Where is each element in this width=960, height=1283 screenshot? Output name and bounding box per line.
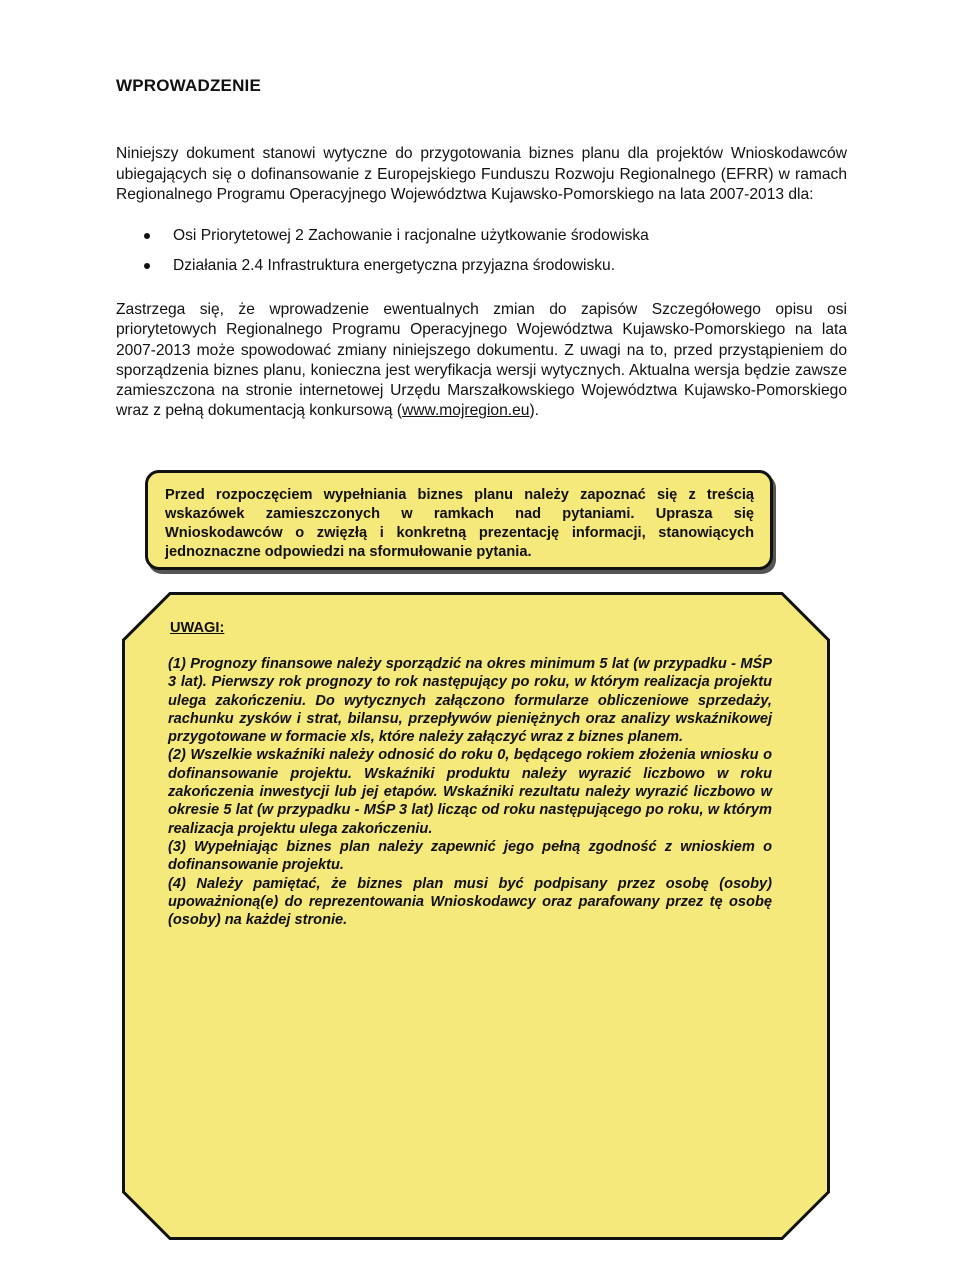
instruction-text: Przed rozpoczęciem wypełniania biznes planu należy zapoznać się z treścią wskazówek zamieszczonych w ramkach nad pytaniami. Uprasza się Wnioskodawców o zwięzłą i konkretną prezentację informacji, stanowiących jednoznaczne odpowiedzi na sformułowanie pytania. (165, 487, 754, 560)
note-item: (2) Wszelkie wskaźniki należy odnosić do roku 0, będącego rokiem złożenia wniosku o dofinansowanie projektu. Wskaźniki produktu należy wyrazić liczbowo w roku zakończenia inwestycji lub jej etapów. Wskaźniki rezultatu należy wyrazić liczbowo w okresie 5 lat (w przypadku - MŚP 3 lat) licząc od roku następującego po roku, w którym realizacja projektu ulega zakończeniu. (168, 747, 772, 837)
intro-paragraph: Niniejszy dokument stanowi wytyczne do przygotowania biznes planu dla projektów Wnioskodawców ubiegających się o dofinansowanie z Europejskiego Funduszu Rozwoju Regionalnego (EFRR) w ramach Regionalnego Programu Operacyjnego Województwa Kujawsko-Pomorskiego na lata 2007-2013 dla: (116, 145, 847, 203)
note-item: (1) Prognozy finansowe należy sporządzić na okres minimum 5 lat (w przypadku - MŚP 3 lat). Pierwszy rok prognozy to rok następujący po roku, w którym realizacja projektu ulega zakończeniu. Do wytycznych załączono formularze obliczeniowe sprzedaży, rachunku zysków i strat, bilansu, przepływów pieniężnych oraz analizy wskaźnikowej przygotowane w formacie xls, które należy załączyć wraz z biznes planem. (168, 656, 772, 746)
page-title: WPROWADZENIE (116, 76, 262, 95)
list-item: Osi Priorytetowej 2 Zachowanie i racjonalne użytkowanie środowiska (116, 226, 847, 246)
website-link[interactable]: www.mojregion.eu (402, 402, 530, 420)
disclaimer-text-end: ). (529, 402, 539, 420)
note-item: (3) Wypełniając biznes plan należy zapewnić jego pełną zgodność z wnioskiem o dofinansowanie projektu. (168, 838, 772, 874)
list-item: Działania 2.4 Infrastruktura energetyczna przyjazna środowisku. (116, 256, 847, 276)
disclaimer-text: Zastrzega się, że wprowadzenie ewentualnych zmian do zapisów Szczegółowego opisu osi priorytetowych Regionalnego Programu Operacyjnego Województwa Kujawsko-Pomorskiego na lata 2007-2013 może spowodować zmiany niniejszego dokumentu. Z uwagi na to, przed przystąpieniem do sporządzenia biznes planu, konieczna jest weryfikacja wersji wytycznych. Aktualna wersja będzie zawsze zamieszczona na stronie internetowej Urzędu Marszałkowskiego Województwa Kujawsko-Pomorskiego wraz z pełną dokumentacją konkursową ( (116, 301, 847, 420)
note-item: (4) Należy pamiętać, że biznes plan musi być podpisany przez osobę (osoby) upoważnioną(e) do reprezentowania Wnioskodawcy oraz parafowany przez tę osobę (osoby) na każdej stronie. (168, 875, 772, 929)
notes-body (168, 655, 772, 929)
notes-heading: UWAGI: (170, 620, 225, 636)
disclaimer-paragraph (116, 300, 847, 422)
bullet-list (116, 226, 847, 286)
instruction-box (145, 470, 773, 570)
